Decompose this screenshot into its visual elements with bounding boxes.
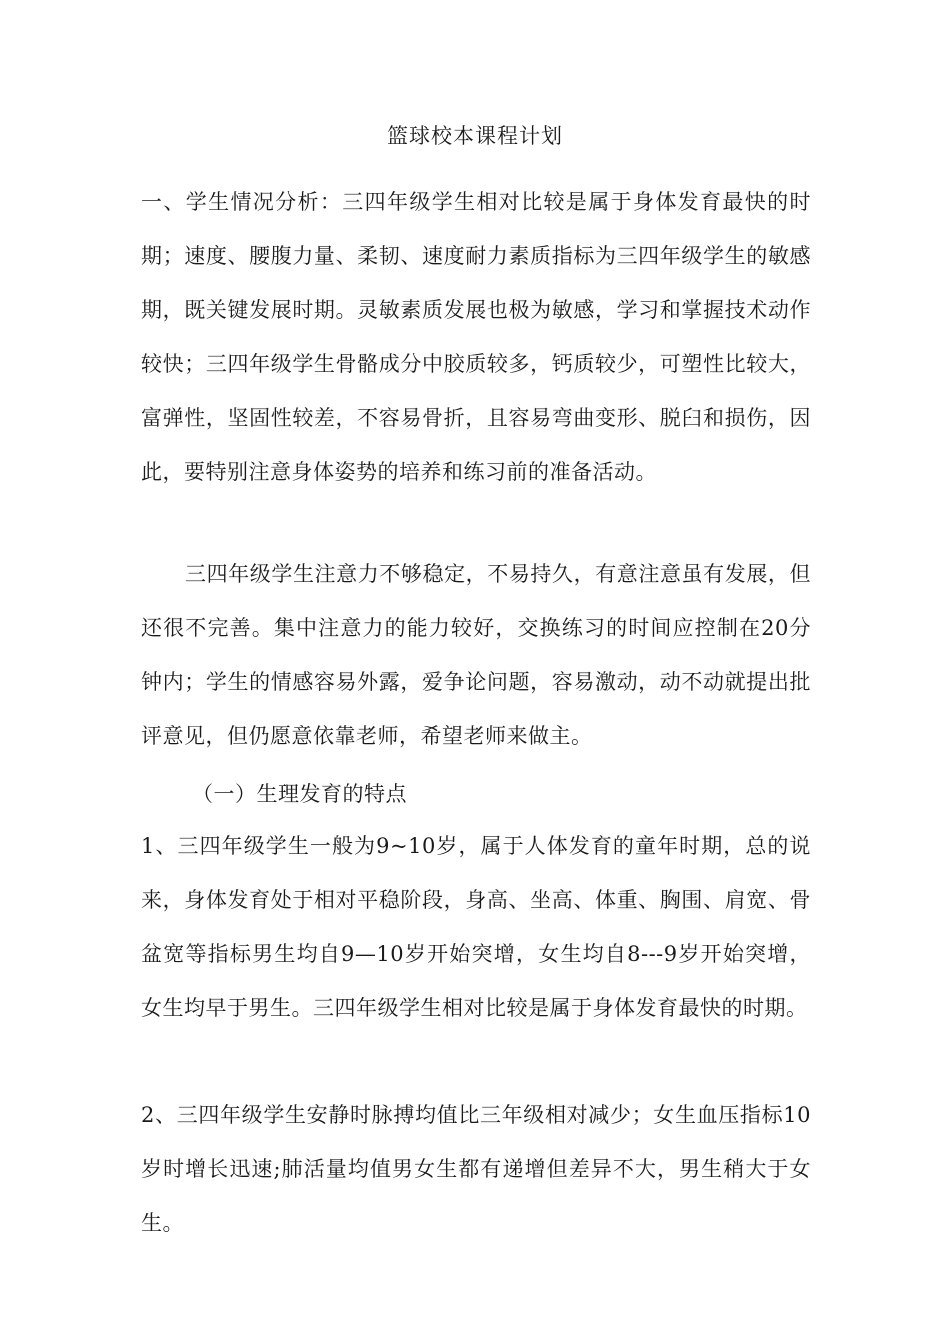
development-point-2-paragraph: 2、三四年级学生安静时脉搏均值比三年级相对减少；女生血压指标10岁时增长迅速;肺活量均值男女生都有递增但差异不大，男生稍大于女生。 [141, 1103, 811, 1235]
section-student-analysis-paragraph: 一、学生情况分析：三四年级学生相对比较是属于身体发育最快的时期；速度、腰腹力量、柔韧、速度耐力素质指标为三四年级学生的敏感期，既关键发展时期。灵敏素质发展也极为敏感，学习和掌握技术动作较快；三四年级学生骨骼成分中胶质较多，钙质较少，可塑性比较大，富弹性，坚固性较差，不容易骨折，且容易弯曲变形、脱臼和损伤，因此，要特别注意身体姿势的培养和练习前的准备活动。 [141, 190, 811, 484]
development-point-1-paragraph: 1、三四年级学生一般为9~10岁，属于人体发育的童年时期，总的说来，身体发育处于相对平稳阶段，身高、坐高、体重、胸围、肩宽、骨盆宽等指标男生均自9—10岁开始突增，女生均自8---9岁开始突增，女生均早于男生。三四年级学生相对比较是属于身体发育最快的时期。 [141, 834, 811, 1020]
attention-characteristics-paragraph: 三四年级学生注意力不够稳定，不易持久，有意注意虽有发展，但还很不完善。集中注意力的能力较好，交换练习的时间应控制在20分钟内；学生的情感容易外露，爱争论问题，容易激动，动不动就提出批评意见，但仍愿意依靠老师，希望老师来做主。 [141, 562, 811, 748]
physiological-development-heading: （一）生理发育的特点 [192, 782, 407, 806]
document-title: 篮球校本课程计划 [387, 124, 563, 148]
